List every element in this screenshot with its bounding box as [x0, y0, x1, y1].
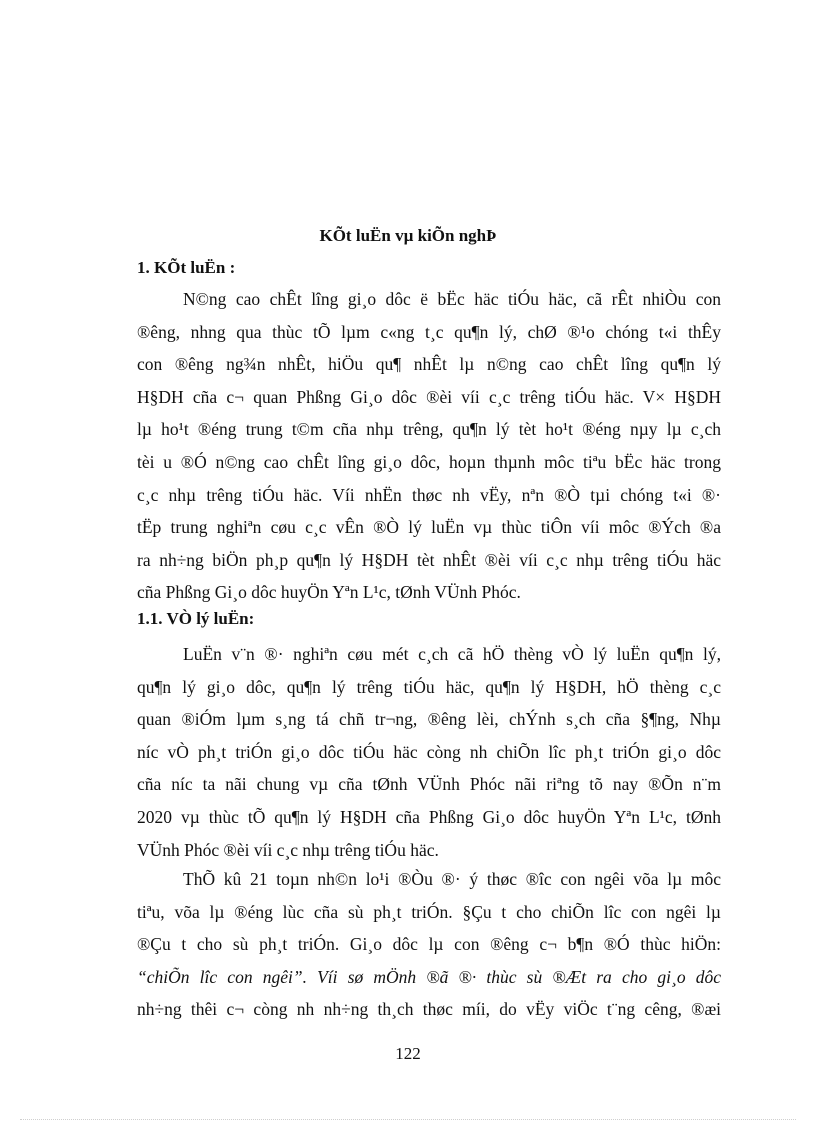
page-number: 122: [395, 1044, 421, 1063]
text-line: níc vÒ ph¸t triÓn gi¸o dôc tiÓu häc còng nh chiÕn lîc ph¸t triÓn gi¸o dôc: [137, 741, 721, 762]
text-line: cña níc ta nãi chung vµ cña tØnh VÜnh Phóc nãi riªng tõ nay ®Õn n¨m: [137, 774, 721, 795]
heading-conclusion: 1. KÕt luËn :: [137, 258, 236, 277]
text-line: 2020 vµ thùc tÕ qu¶n lý H§DH cña Phßng Gi¸o dôc huyÖn Yªn L¹c, tØnh: [137, 806, 721, 827]
text-line: tËp trung nghiªn cøu c¸c vÊn ®Ò lý luËn vµ thùc tiÔn víi môc ®Ých ®a: [137, 517, 721, 538]
text-line: ®Çu t cho sù ph¸t triÓn. Gi¸o dôc lµ con ®êng c¬ b¶n ®Ó thùc hiÖn:: [137, 934, 721, 955]
text-line: quan ®iÓm lµm s¸ng tá chñ tr¬ng, ®êng lèi, chÝnh s¸ch cña §¶ng, Nhµ: [137, 709, 721, 730]
text-line: N©ng cao chÊt lîng gi¸o dôc ë bËc häc tiÓu häc, cã rÊt nhiÒu con: [183, 289, 721, 309]
text-line: H§DH cña c¬ quan Phßng Gi¸o dôc ®èi víi c¸c trêng tiÓu häc. V× H§DH: [137, 386, 721, 407]
text-line: VÜnh Phóc ®èi víi c¸c nhµ trêng tiÓu häc.: [137, 839, 439, 860]
text-line: LuËn v¨n ®· nghiªn cøu mét c¸ch cã hÖ thèng vÒ lý luËn qu¶n lý,: [183, 644, 721, 664]
text-line: ThÕ kû 21 toµn nh©n lo¹i ®Òu ®· ý thøc ®îc con ngêi võa lµ môc: [183, 869, 721, 889]
heading-theory: 1.1. VÒ lý luËn:: [137, 609, 255, 628]
paragraph-1: [137, 283, 721, 609]
text-line: tèi u ®Ó n©ng cao chÊt lîng gi¸o dôc, hoµn thµnh môc tiªu bËc häc trong: [137, 451, 721, 472]
paragraph-2: [137, 638, 721, 866]
text-line: con ®êng ng¾n nhÊt, hiÖu qu¶ nhÊt lµ n©ng cao chÊt lîng qu¶n lý: [137, 354, 721, 375]
text-line: “chiÕn lîc con ngêi”. Víi sø mÖnh ®ã ®· thùc sù ®Æt ra cho gi¸o dôc: [137, 966, 721, 987]
text-line: c¸c nhµ trêng tiÓu häc. Víi nhËn thøc nh vËy, nªn ®Ò tµi chóng t«i ®·: [137, 484, 721, 505]
text-line: ®êng, nhng qua thùc tÕ lµm c«ng t¸c qu¶n lý, chØ ®¹o chóng t«i thÊy: [137, 321, 721, 342]
section-title: KÕt luËn vµ kiÕn nghÞ: [319, 226, 497, 245]
text-line: lµ ho¹t ®éng trung t©m cña nhµ trêng, qu¶n lý tèt ho¹t ®éng nµy lµ c¸ch: [137, 419, 721, 440]
text-line: tiªu, võa lµ ®éng lùc cña sù ph¸t triÓn. §Çu t cho chiÕn lîc con ngêi lµ: [137, 901, 721, 922]
page-bottom-divider: [20, 1119, 796, 1120]
paragraph-3: [137, 863, 721, 1026]
text-line: nh÷ng thêi c¬ còng nh nh÷ng th¸ch thøc míi, do vËy viÖc t¨ng cêng, ®æi: [137, 999, 721, 1020]
text-line: qu¶n lý gi¸o dôc, qu¶n lý trêng tiÓu häc, qu¶n lý H§DH, hÖ thèng c¸c: [137, 676, 721, 697]
text-line: ra nh÷ng biÖn ph¸p qu¶n lý H§DH tèt nhÊt ®èi víi c¸c nhµ trêng tiÓu häc: [137, 549, 721, 570]
text-line: cña Phßng Gi¸o dôc huyÖn Yªn L¹c, tØnh VÜnh Phóc.: [137, 582, 521, 603]
